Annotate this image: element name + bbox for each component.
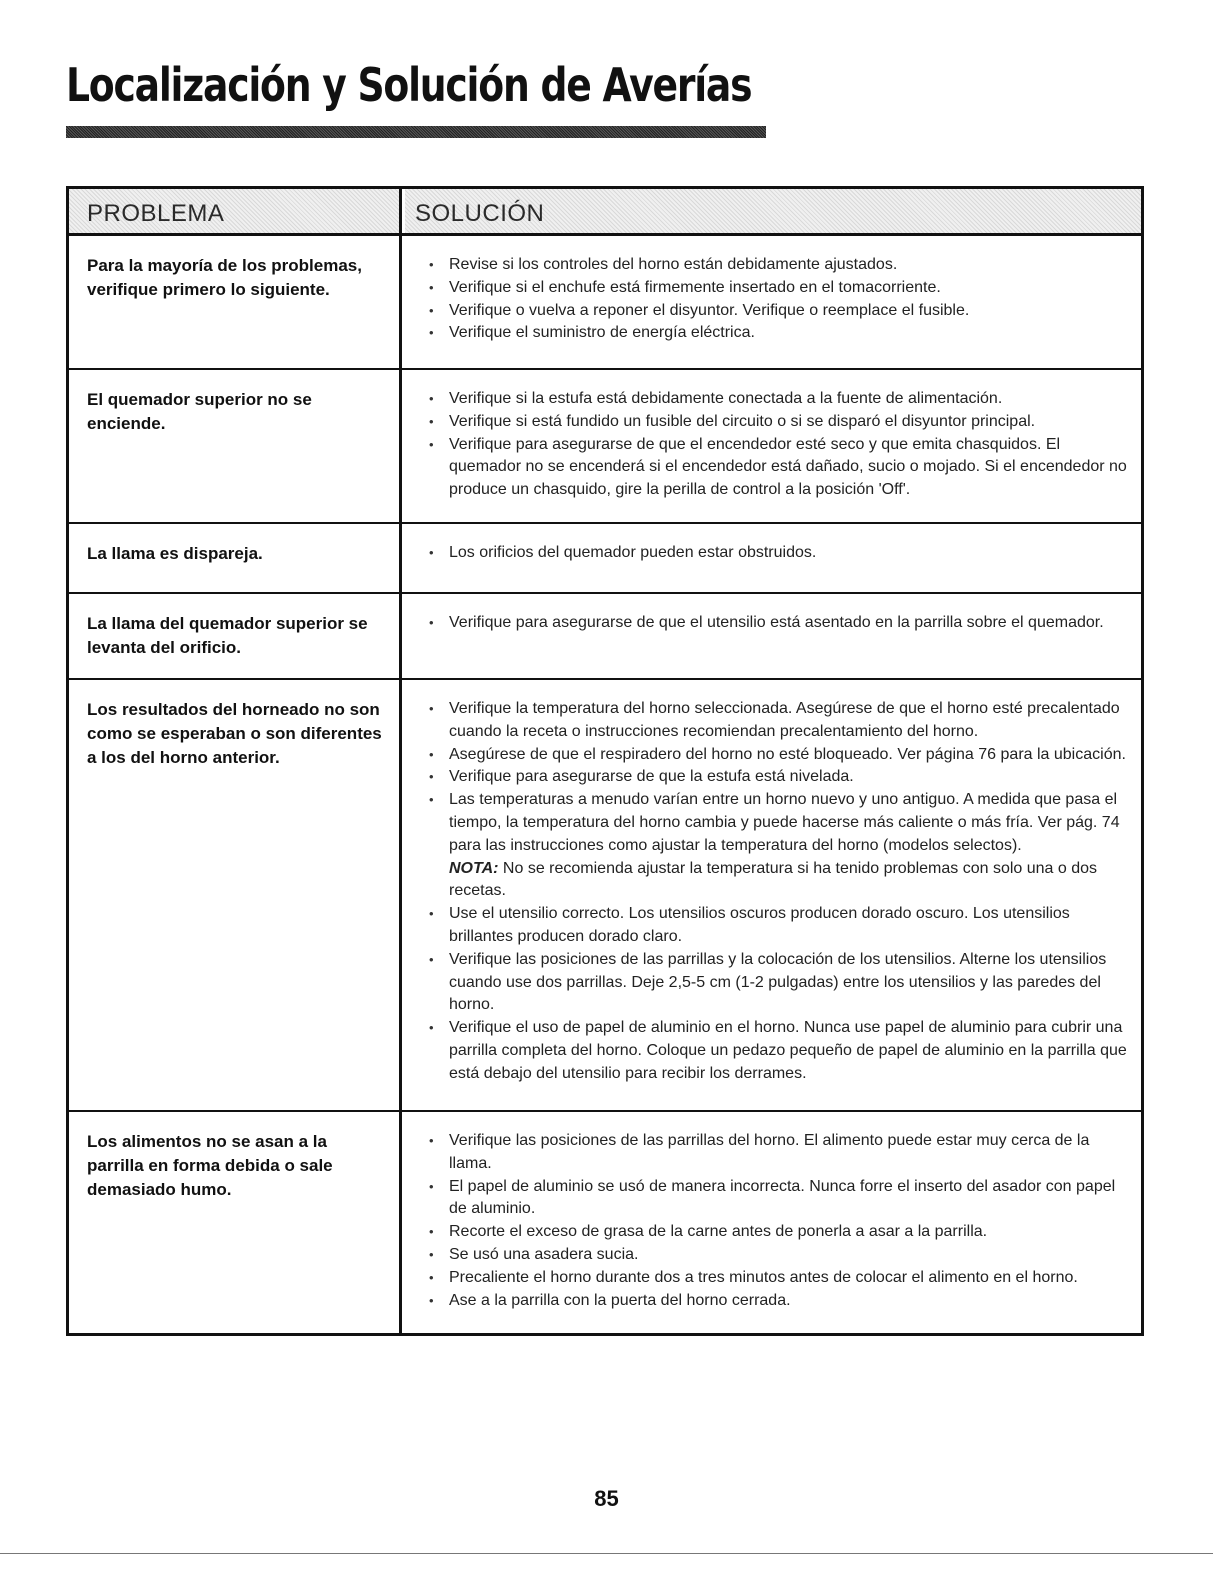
solution-item: • Los orificios del quemador pueden estar obstruidos. (429, 542, 1133, 565)
solution-column-header: SOLUCIÓN (405, 189, 1141, 233)
solution-item: • Revise si los controles del horno están debidamente ajustados. (429, 254, 1133, 277)
problem-cell: Los alimentos no se asan a la parrilla en forma debida o sale demasiado humo. (69, 1112, 402, 1333)
page-number: 85 (594, 1486, 619, 1511)
problem-cell: Los resultados del horneado no son como se esperaban o son diferentes a los del horno anterior. (69, 680, 402, 1110)
solution-item: • Verifique si la estufa está debidamente conectada a la fuente de alimentación. (429, 388, 1133, 411)
problem-cell: El quemador superior no se enciende. (69, 370, 402, 522)
solution-item: • Verifique las posiciones de las parrillas del horno. El alimento puede estar muy cerca de la llama. (429, 1130, 1133, 1176)
solution-cell (405, 594, 1141, 678)
solution-item: • Verifique para asegurarse de que el utensilio está asentado en la parrilla sobre el quemador. (429, 612, 1133, 635)
solution-item (429, 789, 1133, 903)
solution-item: • Verifique las posiciones de las parrillas y la colocación de los utensilios. Alterne los utensilios cuando use dos parrillas. Deje 2,5-5 cm (1-2 pulgadas) entre los utensilios y las paredes del horno. (429, 949, 1133, 1017)
solution-item: • Verifique si está fundido un fusible del circuito o si se disparó el disyuntor principal. (429, 411, 1133, 434)
solution-item: • Verifique si el enchufe está firmemente insertado en el tomacorriente. (429, 277, 1133, 300)
title-underline (66, 126, 766, 138)
table-row (69, 522, 1141, 592)
solution-item: • Asegúrese de que el respiradero del horno no esté bloqueado. Ver página 76 para la ubicación. (429, 744, 1133, 767)
solution-item: • Verifique el suministro de energía eléctrica. (429, 322, 1133, 345)
solution-cell (405, 1112, 1141, 1333)
solution-item: • Use el utensilio correcto. Los utensilios oscuros producen dorado oscuro. Los utensilios brillantes producen dorado claro. (429, 903, 1133, 949)
solution-item: • Verifique para asegurarse de que la estufa está nivelada. (429, 766, 1133, 789)
table-header (69, 189, 1141, 236)
solution-item: • Ase a la parrilla con la puerta del horno cerrada. (429, 1290, 1133, 1313)
solution-item: • Verifique la temperatura del horno seleccionada. Asegúrese de que el horno esté precalentado cuando la receta o instrucciones recomiendan precalentamiento del horno. (429, 698, 1133, 744)
solution-cell (405, 680, 1141, 1110)
solution-item: • Se usó una asadera sucia. (429, 1244, 1133, 1267)
solution-item: • Precaliente el horno durante dos a tres minutos antes de colocar el alimento en el horno. (429, 1267, 1133, 1290)
table-row (69, 236, 1141, 368)
table-row (69, 592, 1141, 678)
table-row (69, 368, 1141, 522)
note-text: No se recomienda ajustar la temperatura si ha tenido problemas con solo una o dos recetas. (449, 859, 1098, 900)
problem-column-header: PROBLEMA (69, 189, 402, 233)
solution-item: • Verifique o vuelva a reponer el disyuntor. Verifique o reemplace el fusible. (429, 300, 1133, 323)
table-row (69, 678, 1141, 1110)
problem-cell: La llama del quemador superior se levanta del orificio. (69, 594, 402, 678)
solution-item: • El papel de aluminio se usó de manera incorrecta. Nunca forre el inserto del asador con papel de aluminio. (429, 1176, 1133, 1222)
solution-cell (405, 370, 1141, 522)
footer-divider (0, 1553, 1213, 1554)
note-label: NOTA: (449, 859, 499, 877)
solution-item: • Recorte el exceso de grasa de la carne antes de ponerla a asar a la parrilla. (429, 1221, 1133, 1244)
solution-cell (405, 236, 1141, 368)
troubleshooting-table (66, 186, 1144, 1336)
page-title: Localización y Solución de Averías (66, 58, 752, 112)
solution-item-text: Las temperaturas a menudo varían entre un horno nuevo y uno antiguo. A medida que pasa el tiempo, la temperatura del horno cambia y puede hacerse más caliente o más fría. Ver pág. 74 para las instrucciones como ajustar la temperatura del horno (modelos selectos). (449, 791, 1120, 854)
problem-cell: La llama es dispareja. (69, 524, 402, 592)
problem-cell: Para la mayoría de los problemas, verifique primero lo siguiente. (69, 236, 402, 368)
solution-cell (405, 524, 1141, 592)
solution-item: • Verifique para asegurarse de que el encendedor esté seco y que emita chasquidos. El quemador no se encenderá si el encendedor está dañado, sucio o mojado. Si el encendedor no produce un chasquido, gire la perilla de control a la posición 'Off'. (429, 434, 1133, 502)
table-row (69, 1110, 1141, 1333)
solution-item: • Verifique el uso de papel de aluminio en el horno. Nunca use papel de aluminio para cubrir una parrilla completa del horno. Coloque un pedazo pequeño de papel de aluminio en la parrilla que está debajo del utensilio para recibir los derrames. (429, 1017, 1133, 1085)
